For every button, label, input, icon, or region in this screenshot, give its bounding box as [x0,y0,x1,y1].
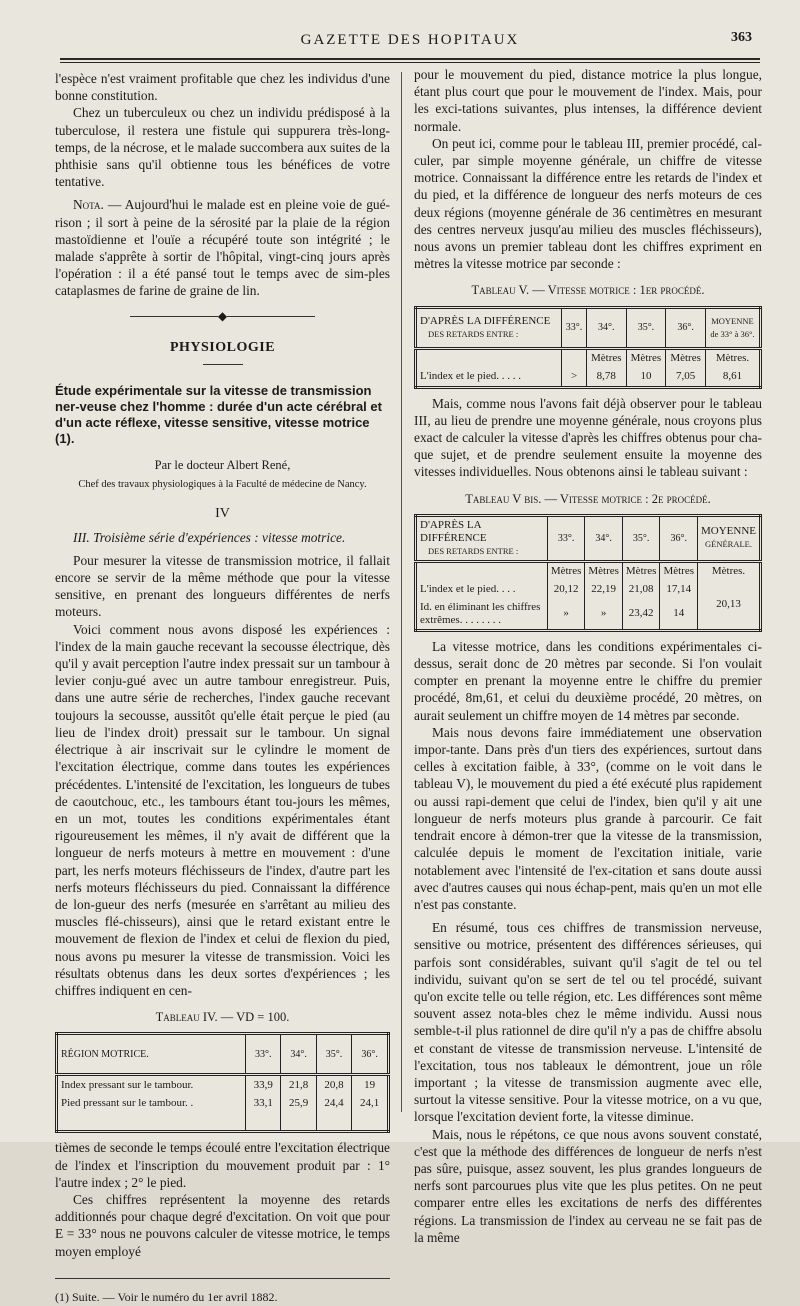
affiliation: Chef des travaux physiologiques à la Faculté de médecine de Nancy. [78,479,367,491]
part-number: IV [215,506,230,522]
table-row [416,561,761,581]
table-cell: 10 [626,368,666,388]
table-header-cell: 36°. [660,515,698,561]
paragraph: tièmes de seconde le temps écoulé entre l'excitation électrique de l'index et l'inscription du mouvement produit par : 1° l'autre index ; 2° le pied. [55,1140,390,1190]
table-row [416,348,761,368]
table-cell: L'index et le pied. . . . [420,583,516,596]
table-cell: 17,14 [660,581,698,599]
table-v [414,306,762,389]
nota-paragraph [55,196,390,299]
table-row [416,368,761,388]
table-header-main: D'APRÈS LA DIFFÉRENCE [420,518,487,544]
table-cell: Mètres. [705,348,760,368]
table-row [57,1075,389,1095]
paragraph: l'espèce n'est vraiment profitable que chez les individus d'une bonne constitution. [55,71,390,104]
header-rule-thin [60,62,760,63]
table-cell: Mètres [547,561,585,581]
journal-title: GAZETTE DES HOPITAUX [300,32,520,48]
footnote-rule [55,1278,390,1279]
table-cell: 24,1 [352,1094,389,1112]
paragraph: La vitesse motrice, dans les conditions expérimentales ci-dessus, serait donc de 20 mètres par seconde. Si l'on voulait compter en prenant la moyenne entre le chiffre du premier procédé, 8m,61, et celui du deuxième procédé, 20 mètres, on aurait seulement un chiffre moyen de 14 mètres par seconde. [414,638,762,723]
table-cell: Index pressant sur le tambour. [61,1078,194,1091]
page-number: 363 [731,30,752,45]
table-cell: 8,61 [705,368,760,388]
table-cell: 24,4 [316,1094,351,1112]
paragraph: Mais, nous le répétons, ce que nous avons souvent constaté, c'est que la méthode des différences de longueur de nerfs n'est pas sûre, puisque, assez souvent, les plus grandes longueurs de nerfs sont parcourues plus vite que les plus petites. On ne peut comparer entre elles les excitations de nerfs des différentes régions. La transmission de l'index au cerveau ne se fait pas de la même [414,1126,762,1245]
table-cell: 8,78 [586,368,626,388]
section-ornament: ◆ [55,308,390,325]
table-header-cell: 33°. [547,515,585,561]
table-header-cell: RÉGION MOTRICE. [57,1034,246,1075]
table-header-cell: 35°. [316,1034,351,1075]
article-title: Étude expérimentale sur la vitesse de transmission ner-veuse chez l'homme : durée d'un acte cérébral et d'un acte réflexe, vitesse sensitive, vitesse motrice (1). [55,383,382,447]
paragraph: Ces chiffres représentent la moyenne des retards additionnés pour chaque degré d'excitation. On voit que pour E = 33° nous ne pouvons calculer de vitesse motrice, le temps moyen employé [55,1191,390,1259]
table-cell: 14 [660,599,698,631]
footnote: (1) Suite. — Voir le numéro du 1er avril 1882. [55,1289,278,1304]
table-cell: 19 [352,1075,389,1095]
table-cell: 20,12 [547,581,585,599]
table-header-cell [416,515,548,561]
paragraph: Voici comment nous avons disposé les expériences : l'index de la main gauche recevant la secousse électrique, dès qu'il y avait perception l'autre index pressait sur un tambour à levier conju-gué avec un autre tambour enregistreur. Puis, dans une autre série de recherches, l'index gauche recevant toujours la secousse, aussitôt qu'elle était perçue le pied (au lieu de l'index droit) pressait sur le tambour. Un signal électrique à air inscrivait sur le cylindre le moment de l'excitation électrique, comme dans toutes les expériences précédentes. L'intensité de l'excitation, les longueurs de tubes de caoutchouc, etc., les tambours étant tou-jours les mêmes, en un mot, toutes les conditions expérimentales étant rigoureusement les mêmes, il n'y avait de différent que la longueur de nerfs moteurs à mettre en mouvement : d'une part, les nerfs moteurs fléchisseurs de l'index, d'autre part les nerfs moteurs fléchisseurs du pied. Connaissant la différence de lon-gueur des nerfs (mesurée en s'arrêtant au milieu des muscles flé-chisseurs), ainsi que le retard existant entre le mouvement de flexion de l'index et celui de flexion du pied, nous avons pu mesurer la vitesse de transmission. Voici les résultats obtenus dans les deux sortes d'expériences ; les chiffres indiquent en cen- [55,621,390,998]
table-v-bis [414,514,762,632]
table-header-cell: 33°. [246,1034,281,1075]
table-header-cell: 34°. [281,1034,316,1075]
table-caption: Tableau IV. — VD = 100. [155,1010,290,1025]
table-cell: 33,9 [246,1075,281,1095]
paragraph: Chez un tuberculeux ou chez un individu prédisposé à la tuberculose, il restera une fistule qui suppurera très-long-temps, de la nécrose, et le malade succombera aux suites de la phthisie sans qu'il obtienne tous les bénéfices de votre tentative. [55,105,390,190]
table-row [416,581,761,599]
table-row [57,1094,389,1112]
section-heading: PHYSIOLOGIE [169,339,276,355]
table-caption: Tableau V. — Vitesse motrice : 1er procédé. [471,283,705,298]
table-cell: 33,1 [246,1094,281,1112]
table-cell: 20,13 [698,581,761,631]
table-header-avg: MOYENNE [711,315,754,326]
table-header-avg: MOYENNE [701,525,756,538]
table-cell: Mètres [660,561,698,581]
table-header-cell: 35°. [626,307,666,348]
table-header-avg-sub: GÉNÉRALE. [705,539,752,550]
table-cell: 20,8 [316,1075,351,1095]
table-header-cell: 34°. [585,515,623,561]
table-header-cell: 36°. [666,307,706,348]
series-heading: III. Troisième série d'expériences : vitesse motrice. [73,529,346,545]
table-header-cell: 36°. [352,1034,389,1075]
table-cell: Mètres [622,561,660,581]
table-header-cell [416,307,562,348]
paragraph: Pour mesurer la vitesse de transmission motrice, il fallait encore se servir de la même méthode que pour la vitesse sensitive, en prenant des longueurs différentes de nerfs moteurs. [55,552,390,620]
table-header-sub: DES RETARDS ENTRE : [428,545,519,556]
table-cell: Id. en éliminant les chiffres extrêmes. . . . . . . . [420,600,541,626]
table-header-cell: 33°. [562,307,587,348]
table-header-cell: 35°. [622,515,660,561]
table-cell: > [562,368,587,388]
table-cell: 7,05 [666,368,706,388]
column-separator [401,72,402,1112]
table-cell: 25,9 [281,1094,316,1112]
section-rule [203,364,243,365]
paragraph: pour le mouvement du pied, distance motrice la plus longue, étant plus court que pour le mouvement de l'index. Mais, pour les exci-tations suivantes, plus intenses, la différence devient normale. [414,67,762,134]
right-column [414,66,762,1246]
table-cell: Pied pressant sur le tambour. . [61,1096,194,1109]
table-cell: 21,08 [622,581,660,599]
table-cell: L'index et le pied. . . . . [420,370,521,383]
table-cell: 21,8 [281,1075,316,1095]
table-header-cell [698,515,761,561]
table-cell: » [585,599,623,631]
table-cell: Mètres [666,348,706,368]
table-caption: Tableau V bis. — Vitesse motrice : 2e procédé. [465,491,711,506]
table-cell: 22,19 [585,581,623,599]
left-column [55,70,390,1306]
table-header-sub: DES RETARDS ENTRE : [428,328,519,339]
table-iv [55,1032,390,1133]
byline: Par le docteur Albert René, [154,458,291,473]
table-cell: Mètres [585,561,623,581]
table-cell: Mètres [626,348,666,368]
paragraph: En résumé, tous ces chiffres de transmission nerveuse, sensitive ou motrice, présentent des différences sérieuses, qui parfois sont considérables, suivant qu'il s'agit de tel ou tel individu, suivant qu'on se sert de tel ou tel procédé, suivant qu'on excite telle ou telle région, etc. Les différences sont même souvent assez nota-bles chez le même individu. Aussi nous semble-t-il plus rationnel de dire qu'il n'y a pas de chiffre absolu et constant de vitesse de transmission nerveuse. L'intensité de l'excitation, tous nos tableaux le démontrent, joue un rôle important ; la vitesse de transmission augmente avec elle, surtout la vitesse sensitive. Pour la vitesse motrice, on a vu que, lorsque l'excitation devient forte, la vitesse diminue. [414,920,762,1125]
paragraph: On peut ici, comme pour le tableau III, premier procédé, cal-culer, par simple moyenne générale, un chiffre de vitesse motrice. Connaissant la différence entre les retards de l'index et du pied, et la différence de longueur des nerfs moteurs de ces deux régions (moyenne générale de 36 centimètres en mesurant des centres nerveux jusqu'au milieu des muscles fléchisseurs), nous avons un premier tableau dont les chiffres expriment en mètres la vitesse motrice par seconde : [414,135,762,272]
page-header [60,30,760,54]
header-rule [60,58,760,60]
nota-text: — Aujourd'hui le malade est en pleine voie de gué-rison ; il sort à peine de la sérosité par la plaie de la région mastoïdienne et l'ouïe a récupéré toute son intégrité ; le malade s'apprête à sortir de l'hôpital, vingt-cinq jours après l'opération : il a été pansé tout le temps avec de sim-ples cataplasmes de farine de graine de lin. [55,197,390,299]
table-header-cell [705,307,760,348]
table-cell: » [547,599,585,631]
nota-label: Nota. [73,197,104,213]
table-header-avg-sub: de 33° à 36°. [710,328,755,339]
table-cell: Mètres [586,348,626,368]
paragraph: Mais, comme nous l'avons fait déjà observer pour le tableau III, au lieu de prendre une moyenne générale, nous croyons plus exact de calculer la vitesse d'après les chiffres obtenus pour cha-que sujet, et de prendre seulement ensuite la moyenne des vitesses individuelles. Nous obtenons ainsi le tableau suivant : [414,395,762,480]
table-header-main: D'APRÈS LA DIFFÉRENCE [420,314,551,327]
paragraph: Mais nous devons faire immédiatement une observation impor-tante. Dans près d'un tiers des expériences, surtout dans celles à excitation faible, à 33°, (comme on le voit dans le tableau V), le mouvement du pied a été exécuté plus rapidement ou aussi rapi-dement que celui de l'index, bien qu'il y ait une longueur de nerfs moteurs plus grande à parcourir. Ce fait tendrait encore à démon-trer que la vitesse de la transmission, calculée depuis le moment de l'excitation initiale, varie notablement avec l'intensité de l'ex-citation et sans doute aussi avec d'autres causes qui nous échap-pent, mais qu'en un mot elle n'est pas constante. [414,724,762,912]
table-header-cell: 34°. [586,307,626,348]
table-cell: 23,42 [622,599,660,631]
table-cell: Mètres. [698,561,761,581]
